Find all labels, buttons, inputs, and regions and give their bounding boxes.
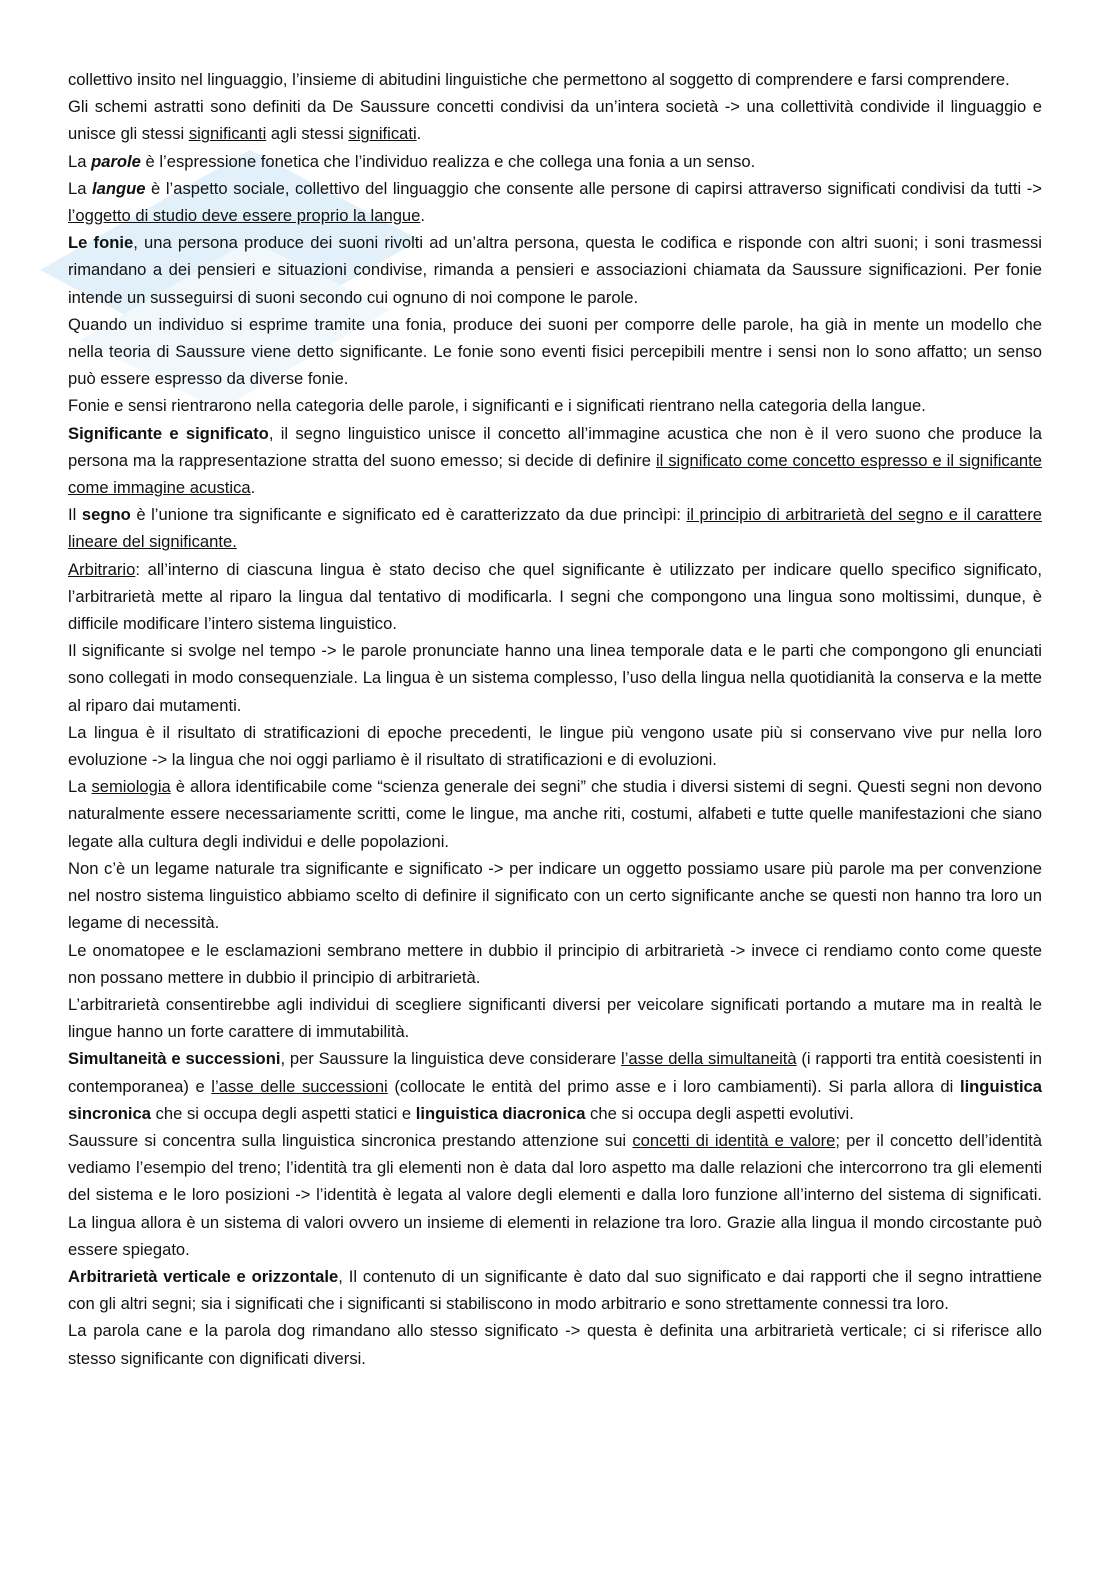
paragraph-11: Il significante si svolge nel tempo -> le parole pronunciate hanno una linea temporale data e le parti che compongono gli enunciati sono collegati in modo consequenziale. La lingua è un sistema complesso, l’uso della lingua nella quotidianità la conserva e la mette al riparo dai mutamenti. (68, 641, 1042, 715)
paragraph-2: Gli schemi astratti sono definiti da De Saussure concetti condivisi da un’intera società -> una collettività condivide il linguaggio e unisce gli stessi significanti agli stessi significati. (68, 97, 1042, 144)
underline-asse-successioni: l’asse delle successioni (211, 1076, 388, 1096)
paragraph-1: collettivo insito nel linguaggio, l’insieme di abitudini linguistiche che permettono al soggetto di comprendere e farsi comprendere. (68, 70, 1010, 89)
term-parole: parole (91, 151, 141, 171)
paragraph-5: Le fonie, una persona produce dei suoni rivolti ad un’altra persona, questa le codifica e risponde con altri suoni; i soni trasmessi rimandano a dei pensieri e situazioni condivise, rimanda a pensieri e associazioni chiamata da Saussure significazioni. Per fonie intende un susseguirsi di suoni secondo cui ognuno di noi compone le parole. (68, 233, 1042, 307)
heading-significante-significato: Significante e significato (68, 423, 269, 443)
underline-semiologia: semiologia (91, 777, 171, 797)
heading-arbitrarieta: Arbitrarietà verticale e orizzontale (68, 1266, 339, 1286)
paragraph-12: La lingua è il risultato di stratificazioni di epoche precedenti, le lingue più vengono usate più si conservano vive pur nella loro evoluzione -> la lingua che noi oggi parliamo è il risultato di stratificazioni e di evoluzioni. (68, 722, 1042, 770)
paragraph-10: Arbitrario: all’interno di ciascuna lingua è stato deciso che quel significante è utilizzato per indicare quello specifico significato, l’arbitrarietà mette al riparo la lingua dal tentativo di modificarla. I segni che compongono una lingua sono moltissimi, dunque, è difficile modificare l’intero sistema linguistico. (68, 559, 1042, 634)
underline-arbitrario: Arbitrario (68, 559, 136, 579)
paragraph-8: Significante e significato, il segno linguistico unisce il concetto all’immagine acustica che non è il vero suono che produce la persona ma la rappresentazione stratta del suono emesso; si decide di definire il significato come concetto espresso e il significante come immagine acustica. (68, 423, 1042, 498)
underline-oggetto-studio: l’oggetto di studio deve essere proprio la langue (68, 206, 421, 226)
paragraph-13: La semiologia è allora identificabile come “scienza generale dei segni” che studia i diversi sistemi di segni. Questi segni non devono naturalmente essere necessariamente scritti, come le lingue, ma anche riti, costumi, alfabeti e tutte quelle manifestazioni che siano legate alla cultura degli individui e delle popolazioni. (68, 777, 1042, 851)
paragraph-6: Quando un individuo si esprime tramite una fonia, produce dei suoni per comporre delle parole, ha già in mente un modello che nella teoria di Saussure viene detto significante. Le fonie sono eventi fisici percepibili mentre i sensi non lo sono affatto; un senso può essere espresso da diverse fonie. (68, 314, 1042, 389)
term-linguistica-diacronica: linguistica diacronica (415, 1103, 586, 1123)
paragraph-14: Non c’è un legame naturale tra significante e significato -> per indicare un oggetto possiamo usare più parole ma per convenzione nel nostro sistema linguistico abbiamo scelto di definire il significato con un certo significante anche se questi non hanno tra loro un legame di necessità. (68, 858, 1042, 933)
heading-simultaneita: Simultaneità e successioni (68, 1049, 281, 1069)
paragraph-7: Fonie e sensi rientrarono nella categoria delle parole, i significanti e i significati rientrano nella categoria della langue. (68, 396, 926, 416)
paragraph-20: La parola cane e la parola dog rimandano allo stesso significato -> questa è definita una arbitrarietà verticale; ci si riferisce allo stesso significante con dignificati diversi. (68, 1321, 1042, 1368)
paragraph-4: La langue è l’aspetto sociale, collettivo del linguaggio che consente alle persone di capirsi attraverso significati condivisi da tutti -> l’oggetto di studio deve essere proprio la langue. (68, 178, 1042, 226)
heading-le-fonie: Le fonie (68, 233, 134, 253)
paragraph-9: Il segno è l’unione tra significante e significato ed è caratterizzato da due princìpi: il principio di arbitrarietà del segno e il carattere lineare del significante. (68, 505, 1042, 552)
underline-significati: significati (348, 124, 417, 144)
underline-asse-simultaneita: l’asse della simultaneità (621, 1049, 797, 1069)
paragraph-19: Arbitrarietà verticale e orizzontale, Il contenuto di un significante è dato dal suo significato e dai rapporti che il segno intrattiene con gli altri segni; sia i significati che i significanti si stabiliscono in modo arbitrario e sono strettamente connessi tra loro. (68, 1266, 1042, 1314)
term-segno: segno (81, 505, 131, 525)
underline-definizione: il significato come concetto espresso e il significante come immagine acustica (68, 450, 1042, 498)
paragraph-16: L’arbitrarietà consentirebbe agli individui di scegliere significanti diversi per veicolare significati portando a mutare ma in realtà le lingue hanno un forte carattere di immutabilità. (68, 994, 1042, 1042)
paragraph-15: Le onomatopee e le esclamazioni sembrano mettere in dubbio il principio di arbitrarietà -> invece ci rendiamo conto come queste non possano mettere in dubbio il principio di arbitrarietà. (68, 940, 1042, 987)
underline-significanti: significanti (188, 124, 267, 144)
paragraph-17: Simultaneità e successioni, per Saussure la linguistica deve considerare l’asse della simultaneità (i rapporti tra entità coesistenti in contemporanea) e l’asse delle successioni (collocate le entità del primo asse e i loro cambiamenti). Si parla allora di linguistica sincronica che si occupa degli aspetti statici e linguistica diacronica che si occupa degli aspetti evolutivi. (68, 1049, 1043, 1123)
paragraph-3: La parole è l’espressione fonetica che l’individuo realizza e che collega una fonia a un senso. (68, 151, 756, 171)
paragraph-18: Saussure si concentra sulla linguistica sincronica prestando attenzione sui concetti di identità e valore; per il concetto dell’identità vediamo l’esempio del treno; l’identità tra gli elementi non è data dal loro aspetto ma dalle relazioni che intercorrono tra gli elementi del sistema e le loro posizioni -> l’identità è legata al valore degli elementi e dalla loro funzione all’interno del sistema di significati. La lingua allora è un sistema di valori ovvero un insieme di elementi in relazione tra loro. Grazie alla lingua il mondo circostante può essere spiegato. (68, 1130, 1042, 1259)
underline-identita-valore: concetti di identità e valore (632, 1130, 836, 1150)
term-linguistica-sincronica: linguistica sincronica (68, 1076, 1043, 1123)
term-langue: langue (92, 178, 146, 198)
underline-principi: il principio di arbitrarietà del segno e il carattere lineare del significante. (68, 505, 1042, 552)
document-body (68, 66, 1042, 1372)
